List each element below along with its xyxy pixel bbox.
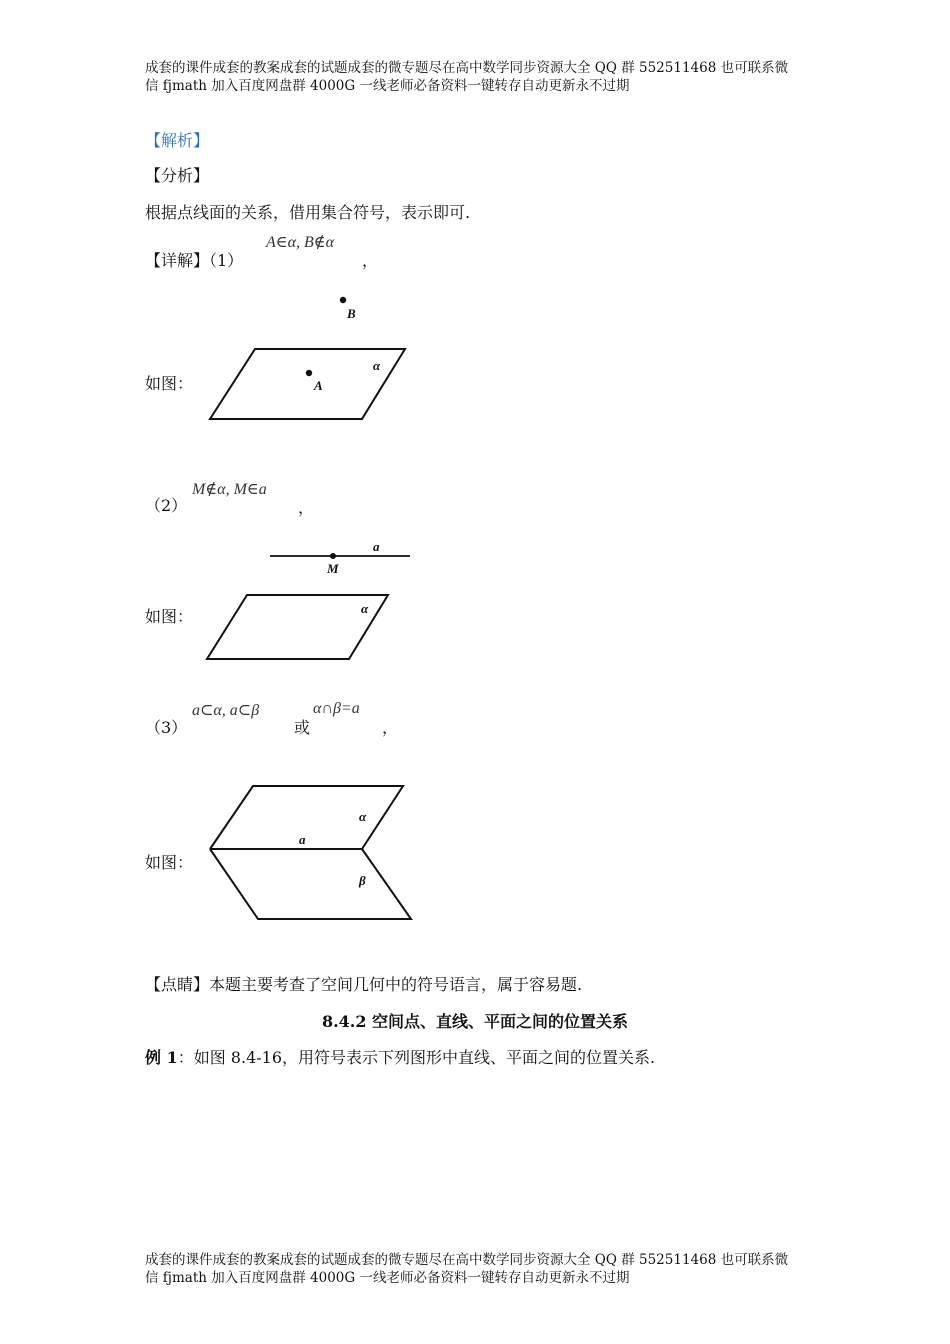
part3-label: （3）: [145, 718, 188, 737]
ru-tu-label-1: 如图：: [145, 374, 194, 393]
point-b-label: B: [347, 306, 356, 321]
header-line-1: 成套的课件成套的教案成套的试题成套的微专题尽在高中数学同步资源大全 QQ 群 552511468 也可联系微: [145, 60, 789, 76]
line-a-label: a: [373, 539, 380, 554]
plane-alpha-label: α: [373, 358, 381, 373]
huo-text: 或: [294, 718, 311, 737]
footer-line-2: 信 fjmath 加入百度网盘群 4000G 一线老师必备资料一键转存自动更新永不过期: [145, 1270, 630, 1286]
fenxi-heading: 【分析】: [145, 166, 210, 185]
plane-beta-label: β: [359, 873, 366, 888]
math-expression-2: M∉α, M∈a: [192, 481, 267, 498]
math-expression-3b: α∩β=a: [313, 700, 360, 717]
part2-label: （2）: [145, 496, 188, 515]
point-a-label: A: [314, 378, 323, 393]
dianjing-text: 【点睛】本题主要考查了空间几何中的符号语言，属于容易题.: [145, 975, 583, 994]
comma-1: ，: [362, 251, 379, 270]
footer-line-1: 成套的课件成套的教案成套的试题成套的微专题尽在高中数学同步资源大全 QQ 群 552511468 也可联系微: [145, 1252, 789, 1268]
ru-tu-label-3: 如图：: [145, 853, 194, 872]
math-expression-3a: a⊂α, a⊂β: [192, 702, 260, 719]
point-m-label: M: [327, 561, 339, 576]
plane-alpha-label-2: α: [361, 601, 369, 616]
ru-tu-label-2: 如图：: [145, 607, 194, 626]
math-expression-1: A∈α, B∉α: [266, 234, 335, 251]
example-text: ：如图 8.4-16，用符号表示下列图形中直线、平面之间的位置关系.: [177, 1048, 656, 1067]
section-title: 8.4.2 空间点、直线、平面之间的位置关系: [321, 1012, 629, 1031]
header-line-2: 信 fjmath 加入百度网盘群 4000G 一线老师必备资料一键转存自动更新永不过期: [145, 78, 630, 94]
plane-beta-outline: [210, 849, 411, 919]
analysis-text: 根据点线面的关系，借用集合符号，表示即可.: [145, 203, 471, 222]
plane-alpha-label-3: α: [359, 809, 367, 824]
comma-2: ，: [298, 498, 315, 517]
xiangjie-part1: 【详解】（1）: [145, 251, 244, 270]
comma-3: ，: [382, 718, 399, 737]
example-label: 例 1: [145, 1048, 178, 1067]
plane-alpha-outline: [210, 786, 403, 849]
example-line: [145, 1045, 655, 1068]
jiexi-heading: 【解析】: [145, 131, 210, 150]
line-a-label-3: a: [299, 832, 306, 847]
